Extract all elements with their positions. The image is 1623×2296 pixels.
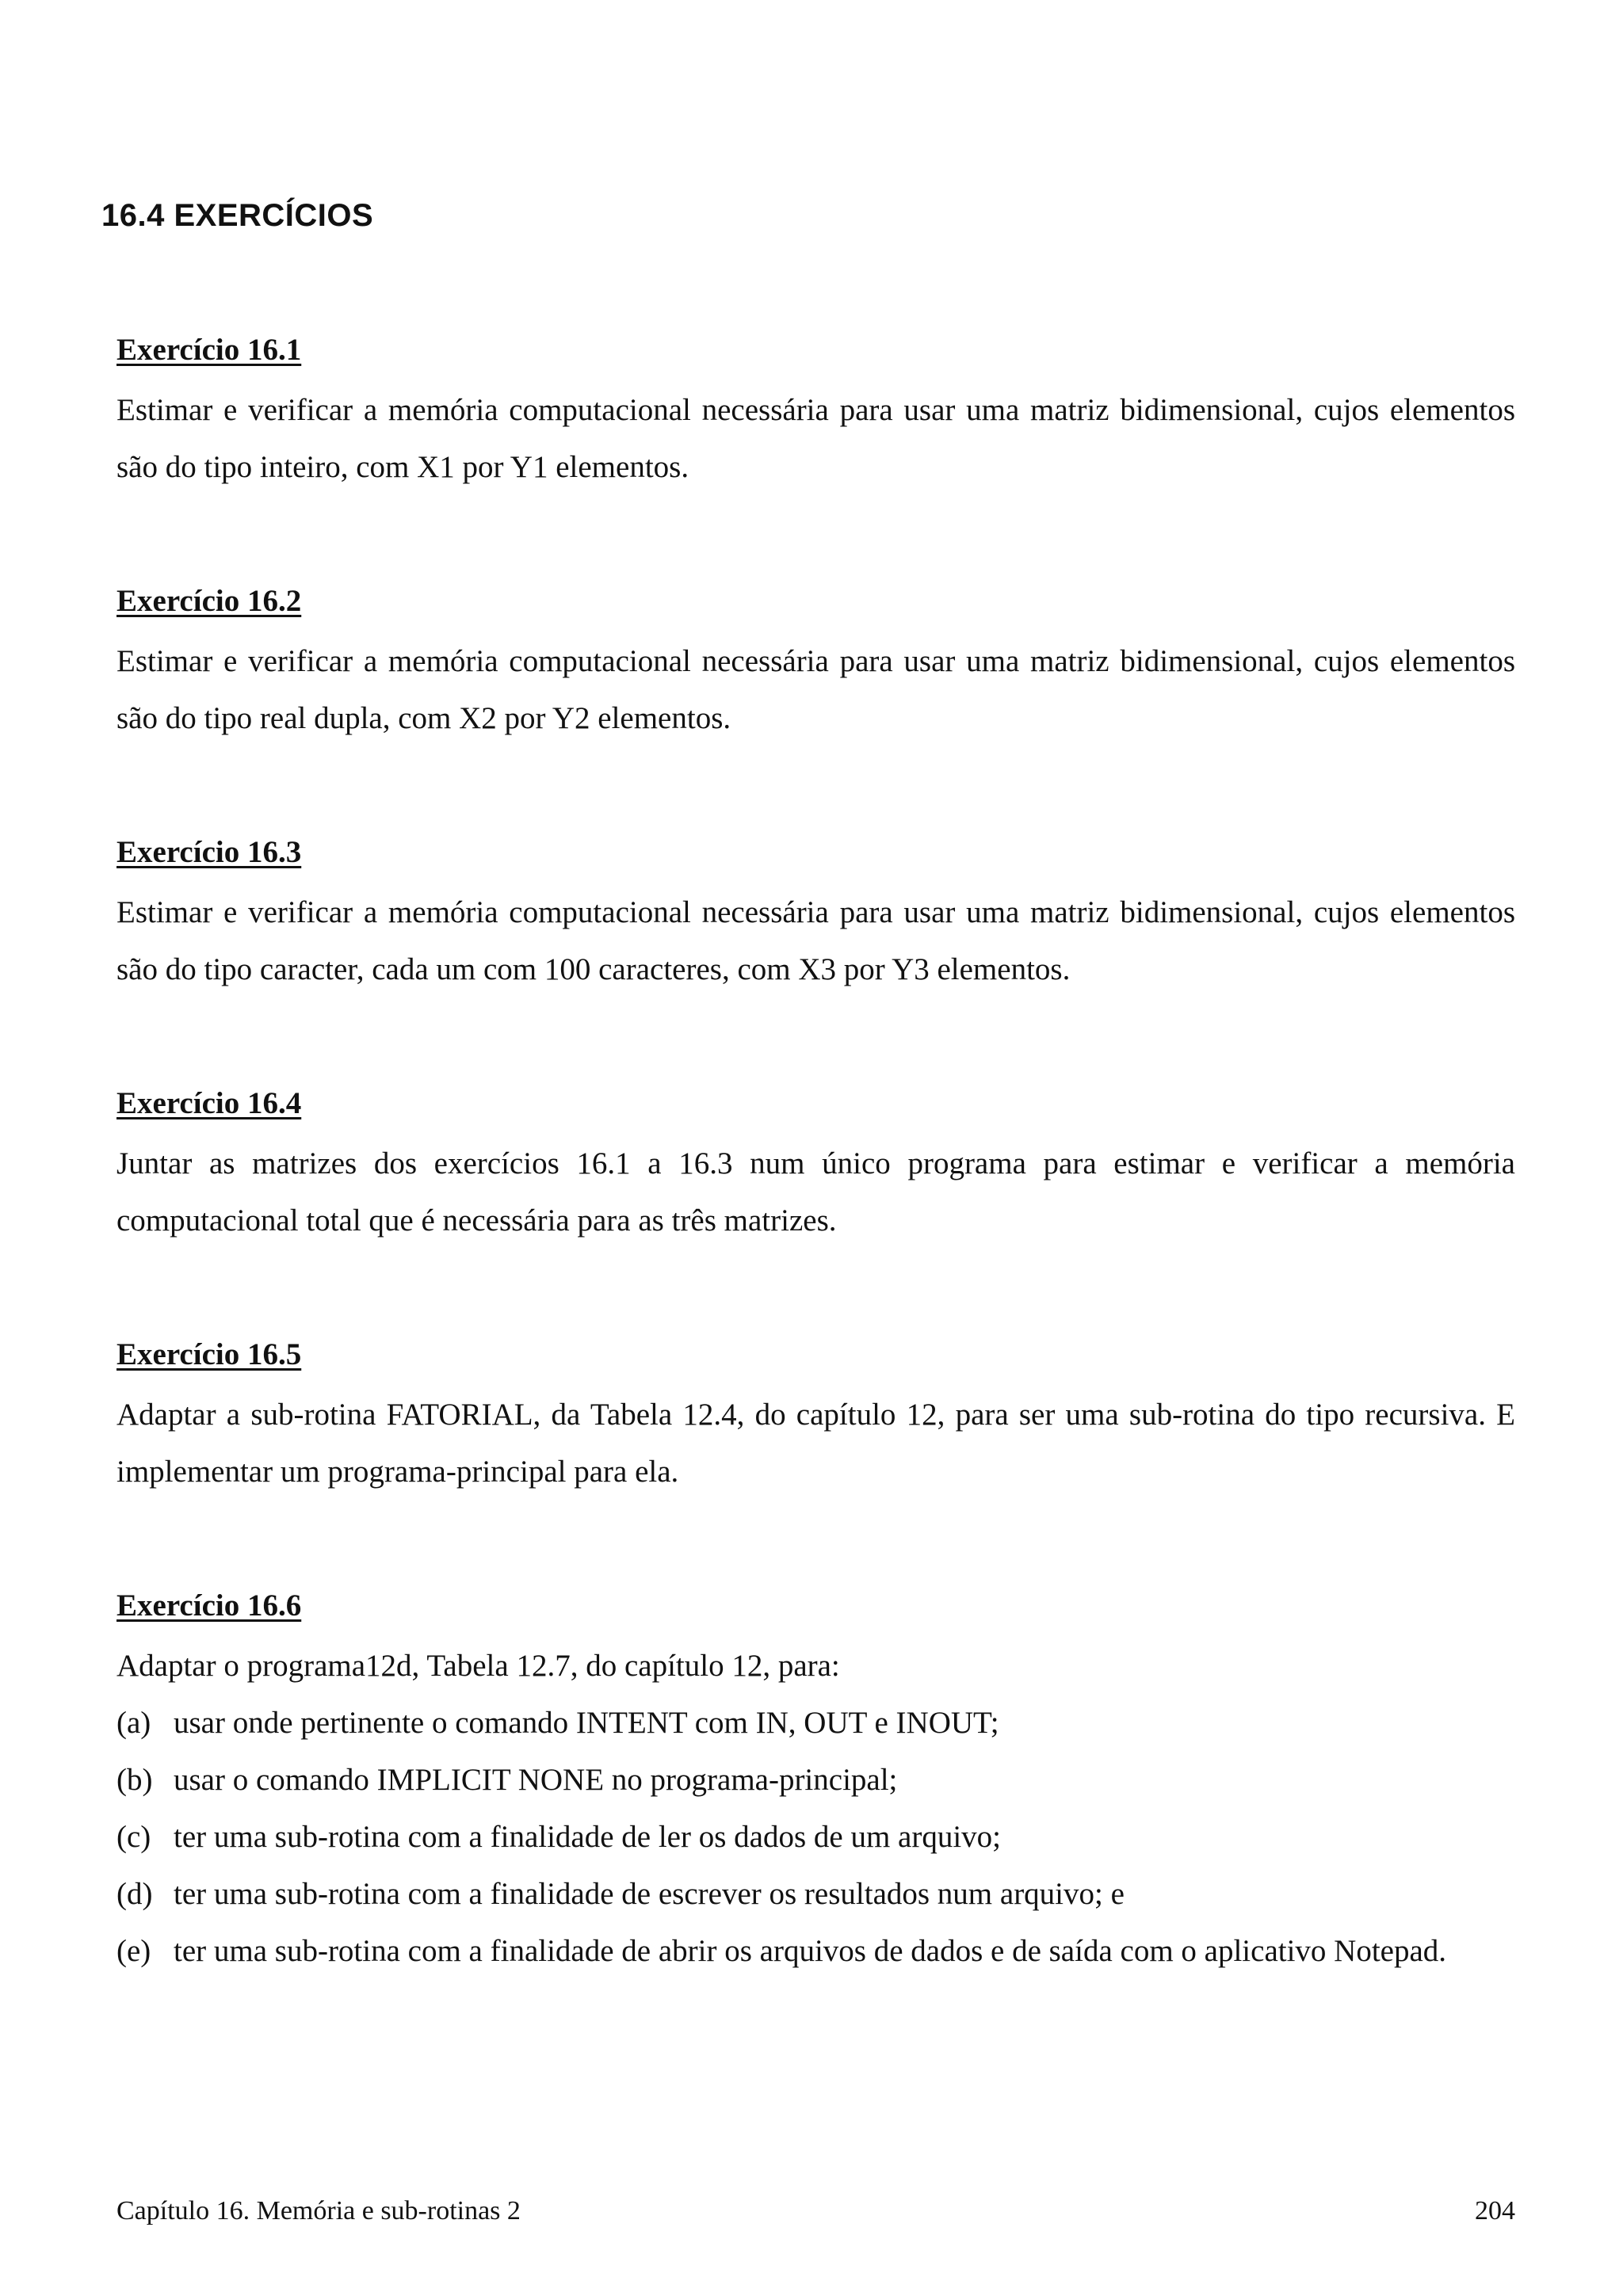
exercise-text: Estimar e verificar a memória computacional necessária para usar uma matriz bidimensional, cujos elementos são do tipo real dupla, com X2 por Y2 elementos.	[116, 644, 1515, 735]
list-marker: (e)	[116, 1934, 151, 1968]
list-item	[116, 1809, 1515, 1866]
exercise-16-4	[116, 1083, 1515, 1249]
exercise-text: Estimar e verificar a memória computacional necessária para usar uma matriz bidimensional, cujos elementos são do tipo inteiro, com X1 por Y1 elementos.	[116, 393, 1515, 484]
exercise-text: Juntar as matrizes dos exercícios 16.1 a 16.3 num único programa para estimar e verificar a memória computacional total que é necessária para as três matrizes.	[116, 1146, 1515, 1238]
list-item-text: ter uma sub-rotina com a finalidade de ler os dados de um arquivo;	[174, 1820, 1002, 1854]
exercise-16-1	[116, 330, 1515, 496]
list-item-text: usar o comando IMPLICIT NONE no programa-principal;	[174, 1763, 898, 1797]
list-marker: (a)	[116, 1706, 151, 1740]
list-item	[116, 1866, 1515, 1923]
exercise-heading: Exercício 16.4	[116, 1086, 302, 1120]
list-item-text: ter uma sub-rotina com a finalidade de abrir os arquivos de dados e de saída com o aplicativo Notepad.	[174, 1934, 1447, 1968]
list-item	[116, 1695, 1515, 1752]
section-title: 16.4 EXERCÍCIOS	[101, 198, 374, 233]
list-marker: (b)	[116, 1763, 153, 1797]
exercise-items	[116, 1695, 1515, 1980]
list-item	[116, 1923, 1515, 1980]
page-number: 204	[1475, 2196, 1515, 2225]
exercise-text: Adaptar o programa12d, Tabela 12.7, do capítulo 12, para:	[116, 1649, 840, 1683]
exercise-heading: Exercício 16.5	[116, 1337, 302, 1371]
footer-chapter: Capítulo 16. Memória e sub-rotinas 2	[116, 2196, 521, 2225]
exercise-heading: Exercício 16.2	[116, 584, 302, 618]
list-item-text: ter uma sub-rotina com a finalidade de escrever os resultados num arquivo; e	[174, 1877, 1125, 1911]
exercise-heading: Exercício 16.6	[116, 1589, 302, 1623]
list-marker: (c)	[116, 1820, 151, 1854]
exercise-heading: Exercício 16.3	[116, 835, 302, 869]
exercise-16-5	[116, 1334, 1515, 1501]
exercise-text: Estimar e verificar a memória computacional necessária para usar uma matriz bidimensional, cujos elementos são do tipo caracter, cada um com 100 caracteres, com X3 por Y3 elementos.	[116, 895, 1515, 986]
list-item	[116, 1752, 1515, 1809]
exercise-text: Adaptar a sub-rotina FATORIAL, da Tabela 12.4, do capítulo 12, para ser uma sub-rotina do tipo recursiva. E implementar um programa-principal para ela.	[116, 1398, 1515, 1489]
exercise-16-6	[116, 1585, 1515, 1980]
list-marker: (d)	[116, 1877, 153, 1911]
exercise-heading: Exercício 16.1	[116, 333, 302, 367]
exercise-16-2	[116, 581, 1515, 747]
exercise-16-3	[116, 832, 1515, 998]
list-item-text: usar onde pertinente o comando INTENT com IN, OUT e INOUT;	[174, 1706, 999, 1740]
exercise-list	[116, 330, 1515, 1980]
